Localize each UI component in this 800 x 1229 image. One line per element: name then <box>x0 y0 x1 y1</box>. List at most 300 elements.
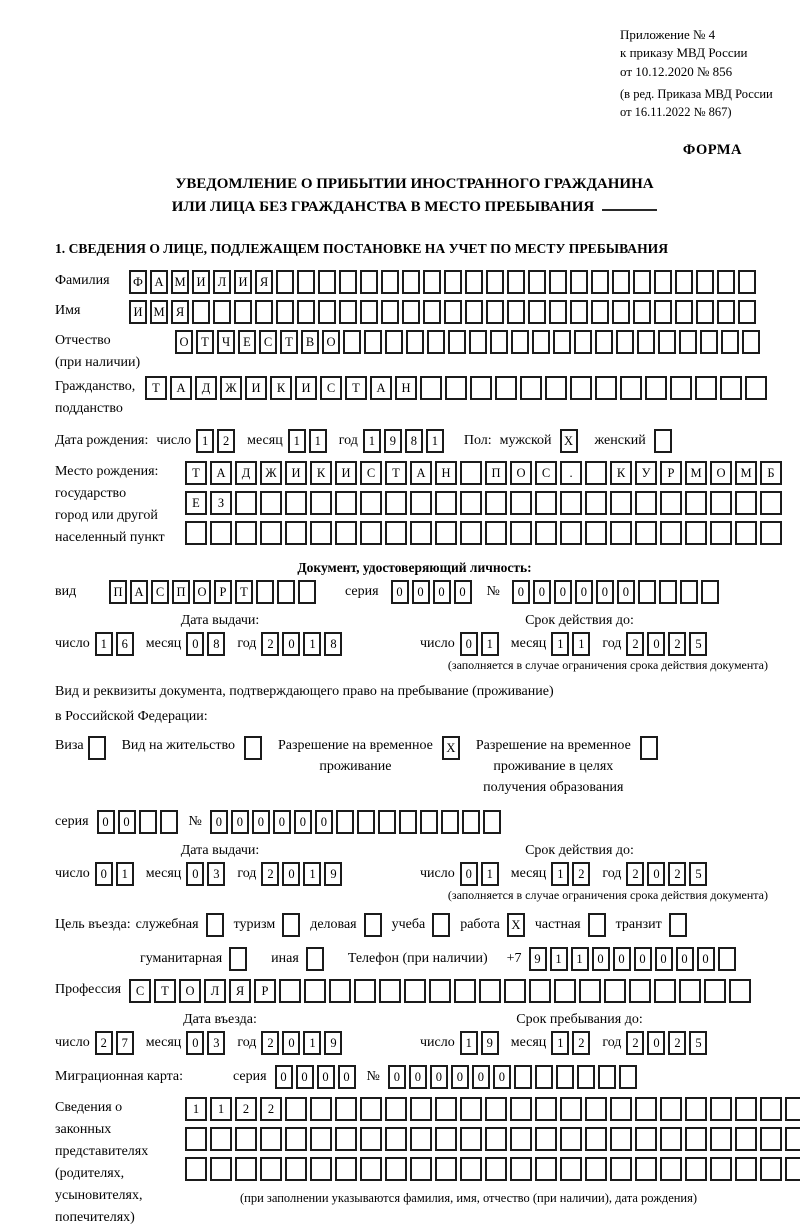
residence-number-input[interactable] <box>210 810 504 834</box>
form-cell[interactable] <box>310 1157 332 1181</box>
form-cell[interactable]: Н <box>435 461 457 485</box>
form-cell[interactable] <box>460 491 482 515</box>
form-cell[interactable]: Ч <box>217 330 235 354</box>
form-cell[interactable]: И <box>245 376 267 400</box>
form-cell[interactable] <box>554 979 576 1003</box>
form-cell[interactable]: 0 <box>655 947 673 971</box>
entry-day-input[interactable] <box>95 1031 137 1055</box>
form-cell[interactable]: 0 <box>676 947 694 971</box>
form-cell[interactable]: А <box>370 376 392 400</box>
form-cell[interactable] <box>429 979 451 1003</box>
form-cell[interactable]: О <box>710 461 732 485</box>
form-cell[interactable]: М <box>171 270 189 294</box>
form-cell[interactable] <box>704 979 726 1003</box>
form-cell[interactable] <box>364 330 382 354</box>
form-cell[interactable]: 2 <box>95 1031 113 1055</box>
form-cell[interactable]: 1 <box>481 862 499 886</box>
form-cell[interactable] <box>528 300 546 324</box>
form-cell[interactable] <box>729 979 751 1003</box>
form-cell[interactable]: 8 <box>405 429 423 453</box>
stay-month-input[interactable] <box>551 1031 593 1055</box>
birth-day-input[interactable] <box>196 429 238 453</box>
form-cell[interactable]: Д <box>195 376 217 400</box>
form-cell[interactable] <box>735 1097 757 1121</box>
edu-residence-permit-checkbox[interactable] <box>640 736 661 760</box>
form-cell[interactable] <box>529 979 551 1003</box>
form-cell[interactable]: X <box>507 913 525 937</box>
form-cell[interactable]: 0 <box>409 1065 427 1089</box>
form-cell[interactable]: 0 <box>460 862 478 886</box>
representatives-line1-input[interactable] <box>185 1097 800 1121</box>
form-cell[interactable]: 0 <box>433 580 451 604</box>
form-cell[interactable] <box>485 521 507 545</box>
form-cell[interactable] <box>139 810 157 834</box>
form-cell[interactable]: 0 <box>533 580 551 604</box>
form-cell[interactable] <box>610 491 632 515</box>
sex-male-checkbox[interactable] <box>560 429 581 453</box>
form-cell[interactable] <box>406 330 424 354</box>
form-cell[interactable]: 0 <box>282 1031 300 1055</box>
form-cell[interactable]: 0 <box>252 810 270 834</box>
form-cell[interactable] <box>640 736 658 760</box>
form-cell[interactable]: 0 <box>186 1031 204 1055</box>
form-cell[interactable]: 0 <box>596 580 614 604</box>
form-cell[interactable]: 0 <box>294 810 312 834</box>
form-cell[interactable]: 1 <box>95 632 113 656</box>
form-cell[interactable] <box>460 1157 482 1181</box>
form-cell[interactable]: И <box>295 376 317 400</box>
form-cell[interactable] <box>619 1065 637 1089</box>
form-cell[interactable] <box>360 491 382 515</box>
form-cell[interactable] <box>490 330 508 354</box>
form-cell[interactable] <box>507 270 525 294</box>
form-cell[interactable]: 1 <box>116 862 134 886</box>
form-cell[interactable] <box>570 376 592 400</box>
form-cell[interactable] <box>460 1127 482 1151</box>
surname-input[interactable] <box>129 270 759 294</box>
form-cell[interactable] <box>610 1157 632 1181</box>
migration-series-input[interactable] <box>275 1065 359 1089</box>
form-cell[interactable] <box>276 270 294 294</box>
form-cell[interactable]: О <box>175 330 193 354</box>
form-cell[interactable] <box>760 491 782 515</box>
form-cell[interactable]: 0 <box>493 1065 511 1089</box>
form-cell[interactable] <box>612 300 630 324</box>
form-cell[interactable] <box>310 1127 332 1151</box>
form-cell[interactable]: А <box>170 376 192 400</box>
birth-place-line2-input[interactable] <box>185 491 785 515</box>
identity-valid-day[interactable] <box>460 632 502 656</box>
form-cell[interactable]: 2 <box>626 632 644 656</box>
form-cell[interactable]: 0 <box>460 632 478 656</box>
form-cell[interactable]: 1 <box>572 632 590 656</box>
form-cell[interactable]: 8 <box>207 632 225 656</box>
form-cell[interactable] <box>635 1157 657 1181</box>
form-cell[interactable]: 1 <box>551 862 569 886</box>
form-cell[interactable] <box>660 1097 682 1121</box>
residence-series-input[interactable] <box>97 810 181 834</box>
form-cell[interactable]: С <box>151 580 169 604</box>
form-cell[interactable]: 0 <box>430 1065 448 1089</box>
form-cell[interactable] <box>310 491 332 515</box>
form-cell[interactable] <box>760 1097 782 1121</box>
form-cell[interactable] <box>444 300 462 324</box>
form-cell[interactable]: 0 <box>97 810 115 834</box>
doc-series-input[interactable] <box>391 580 475 604</box>
residence-valid-year[interactable] <box>626 862 710 886</box>
form-cell[interactable] <box>654 429 672 453</box>
form-cell[interactable]: 0 <box>647 1031 665 1055</box>
form-cell[interactable]: 0 <box>647 632 665 656</box>
form-cell[interactable] <box>710 491 732 515</box>
form-cell[interactable]: Е <box>185 491 207 515</box>
purpose-private-checkbox[interactable] <box>588 913 609 937</box>
form-cell[interactable] <box>354 979 376 1003</box>
form-cell[interactable] <box>710 1097 732 1121</box>
identity-issue-year[interactable] <box>261 632 345 656</box>
form-cell[interactable] <box>507 300 525 324</box>
form-cell[interactable]: К <box>310 461 332 485</box>
form-cell[interactable] <box>514 1065 532 1089</box>
form-cell[interactable]: Н <box>395 376 417 400</box>
form-cell[interactable] <box>329 979 351 1003</box>
form-cell[interactable] <box>685 521 707 545</box>
patronymic-input[interactable] <box>175 330 763 354</box>
form-cell[interactable]: 6 <box>116 632 134 656</box>
form-cell[interactable] <box>742 330 760 354</box>
form-cell[interactable] <box>185 1127 207 1151</box>
form-cell[interactable]: 0 <box>315 810 333 834</box>
form-cell[interactable]: М <box>735 461 757 485</box>
form-cell[interactable] <box>399 810 417 834</box>
form-cell[interactable] <box>553 330 571 354</box>
form-cell[interactable]: Р <box>214 580 232 604</box>
form-cell[interactable] <box>654 979 676 1003</box>
form-cell[interactable]: 0 <box>391 580 409 604</box>
form-cell[interactable]: 0 <box>273 810 291 834</box>
form-cell[interactable] <box>660 1157 682 1181</box>
form-cell[interactable]: 2 <box>626 862 644 886</box>
visa-checkbox[interactable] <box>88 736 109 760</box>
form-cell[interactable]: Т <box>345 376 367 400</box>
form-cell[interactable]: П <box>109 580 127 604</box>
form-cell[interactable] <box>670 376 692 400</box>
form-cell[interactable] <box>591 300 609 324</box>
form-cell[interactable]: 1 <box>303 632 321 656</box>
form-cell[interactable]: 5 <box>689 862 707 886</box>
form-cell[interactable]: 0 <box>282 862 300 886</box>
form-cell[interactable]: К <box>270 376 292 400</box>
residence-valid-day[interactable] <box>460 862 502 886</box>
residence-issue-month[interactable] <box>186 862 228 886</box>
form-cell[interactable] <box>591 270 609 294</box>
form-cell[interactable] <box>535 1157 557 1181</box>
form-cell[interactable] <box>660 491 682 515</box>
form-cell[interactable] <box>339 300 357 324</box>
form-cell[interactable] <box>633 270 651 294</box>
form-cell[interactable]: В <box>301 330 319 354</box>
form-cell[interactable] <box>385 1157 407 1181</box>
form-cell[interactable]: А <box>150 270 168 294</box>
form-cell[interactable]: 1 <box>196 429 214 453</box>
form-cell[interactable]: 0 <box>338 1065 356 1089</box>
form-cell[interactable] <box>595 330 613 354</box>
form-cell[interactable] <box>360 521 382 545</box>
form-cell[interactable] <box>410 1157 432 1181</box>
form-cell[interactable] <box>435 521 457 545</box>
form-cell[interactable]: 0 <box>412 580 430 604</box>
form-cell[interactable]: С <box>129 979 151 1003</box>
purpose-study-checkbox[interactable] <box>432 913 453 937</box>
form-cell[interactable]: Е <box>238 330 256 354</box>
form-cell[interactable] <box>669 913 687 937</box>
form-cell[interactable]: Л <box>213 270 231 294</box>
form-cell[interactable] <box>336 810 354 834</box>
form-cell[interactable] <box>658 330 676 354</box>
form-cell[interactable] <box>364 913 382 937</box>
form-cell[interactable] <box>585 521 607 545</box>
form-cell[interactable] <box>256 580 274 604</box>
entry-year-input[interactable] <box>261 1031 345 1055</box>
form-cell[interactable] <box>423 300 441 324</box>
form-cell[interactable] <box>234 300 252 324</box>
form-cell[interactable] <box>385 1097 407 1121</box>
form-cell[interactable] <box>235 521 257 545</box>
form-cell[interactable]: 1 <box>550 947 568 971</box>
form-cell[interactable] <box>420 376 442 400</box>
identity-issue-day[interactable] <box>95 632 137 656</box>
form-cell[interactable] <box>585 1157 607 1181</box>
form-cell[interactable]: 2 <box>668 632 686 656</box>
form-cell[interactable]: 2 <box>261 1031 279 1055</box>
form-cell[interactable]: 2 <box>260 1097 282 1121</box>
form-cell[interactable] <box>483 810 501 834</box>
form-cell[interactable]: Я <box>229 979 251 1003</box>
form-cell[interactable] <box>535 521 557 545</box>
form-cell[interactable] <box>185 521 207 545</box>
form-cell[interactable] <box>696 300 714 324</box>
form-cell[interactable]: 0 <box>296 1065 314 1089</box>
form-cell[interactable] <box>700 330 718 354</box>
form-cell[interactable]: Ж <box>220 376 242 400</box>
sex-female-checkbox[interactable] <box>654 429 675 453</box>
purpose-business-checkbox[interactable] <box>364 913 385 937</box>
form-cell[interactable] <box>435 1097 457 1121</box>
form-cell[interactable] <box>612 270 630 294</box>
form-cell[interactable] <box>570 270 588 294</box>
form-cell[interactable]: О <box>510 461 532 485</box>
form-cell[interactable] <box>549 270 567 294</box>
form-cell[interactable]: 0 <box>592 947 610 971</box>
form-cell[interactable] <box>577 1065 595 1089</box>
form-cell[interactable] <box>441 810 459 834</box>
form-cell[interactable]: 2 <box>261 862 279 886</box>
birth-month-input[interactable] <box>288 429 330 453</box>
form-cell[interactable] <box>343 330 361 354</box>
form-cell[interactable]: 0 <box>697 947 715 971</box>
identity-valid-month[interactable] <box>551 632 593 656</box>
form-cell[interactable] <box>638 580 656 604</box>
form-cell[interactable] <box>717 270 735 294</box>
form-cell[interactable]: 0 <box>575 580 593 604</box>
given-name-input[interactable] <box>129 300 759 324</box>
form-cell[interactable] <box>479 979 501 1003</box>
form-cell[interactable] <box>339 270 357 294</box>
form-cell[interactable] <box>710 521 732 545</box>
form-cell[interactable] <box>511 330 529 354</box>
form-cell[interactable] <box>660 1127 682 1151</box>
form-cell[interactable] <box>710 1127 732 1151</box>
form-cell[interactable]: 9 <box>324 1031 342 1055</box>
form-cell[interactable] <box>357 810 375 834</box>
form-cell[interactable]: 0 <box>512 580 530 604</box>
form-cell[interactable]: П <box>485 461 507 485</box>
form-cell[interactable] <box>385 1127 407 1151</box>
form-cell[interactable] <box>235 491 257 515</box>
form-cell[interactable] <box>696 270 714 294</box>
form-cell[interactable] <box>510 1127 532 1151</box>
form-cell[interactable] <box>381 300 399 324</box>
form-cell[interactable] <box>410 491 432 515</box>
form-cell[interactable] <box>679 330 697 354</box>
form-cell[interactable]: 0 <box>554 580 572 604</box>
form-cell[interactable] <box>335 1097 357 1121</box>
form-cell[interactable] <box>685 491 707 515</box>
form-cell[interactable] <box>285 1097 307 1121</box>
form-cell[interactable] <box>510 521 532 545</box>
form-cell[interactable]: М <box>685 461 707 485</box>
form-cell[interactable]: М <box>150 300 168 324</box>
form-cell[interactable]: 0 <box>282 632 300 656</box>
form-cell[interactable] <box>745 376 767 400</box>
doc-number-input[interactable] <box>512 580 722 604</box>
residence-issue-year[interactable] <box>261 862 345 886</box>
form-cell[interactable]: О <box>193 580 211 604</box>
form-cell[interactable] <box>654 270 672 294</box>
temp-residence-permit-checkbox[interactable] <box>442 736 463 760</box>
purpose-official-checkbox[interactable] <box>206 913 227 937</box>
form-cell[interactable] <box>285 1127 307 1151</box>
form-cell[interactable] <box>465 270 483 294</box>
form-cell[interactable]: А <box>410 461 432 485</box>
form-cell[interactable]: Л <box>204 979 226 1003</box>
form-cell[interactable]: Т <box>385 461 407 485</box>
form-cell[interactable] <box>445 376 467 400</box>
form-cell[interactable]: Ж <box>260 461 282 485</box>
form-cell[interactable]: 8 <box>324 632 342 656</box>
form-cell[interactable] <box>404 979 426 1003</box>
form-cell[interactable] <box>735 1157 757 1181</box>
form-cell[interactable] <box>545 376 567 400</box>
form-cell[interactable] <box>510 1157 532 1181</box>
form-cell[interactable] <box>435 1157 457 1181</box>
form-cell[interactable] <box>701 580 719 604</box>
form-cell[interactable] <box>277 580 295 604</box>
form-cell[interactable] <box>244 736 262 760</box>
form-cell[interactable]: 1 <box>309 429 327 453</box>
form-cell[interactable] <box>385 491 407 515</box>
form-cell[interactable] <box>462 810 480 834</box>
representatives-line2-input[interactable] <box>185 1127 800 1151</box>
form-cell[interactable] <box>410 521 432 545</box>
form-cell[interactable] <box>210 1127 232 1151</box>
form-cell[interactable] <box>385 330 403 354</box>
form-cell[interactable]: 0 <box>634 947 652 971</box>
form-cell[interactable] <box>360 1157 382 1181</box>
form-cell[interactable]: 0 <box>617 580 635 604</box>
form-cell[interactable]: 2 <box>261 632 279 656</box>
form-cell[interactable] <box>635 1127 657 1151</box>
form-cell[interactable] <box>495 376 517 400</box>
residence-valid-month[interactable] <box>551 862 593 886</box>
form-cell[interactable] <box>760 521 782 545</box>
birth-place-line3-input[interactable] <box>185 521 785 545</box>
form-cell[interactable] <box>579 979 601 1003</box>
form-cell[interactable]: 2 <box>572 862 590 886</box>
form-cell[interactable]: 1 <box>551 632 569 656</box>
form-cell[interactable] <box>588 913 606 937</box>
form-cell[interactable] <box>297 270 315 294</box>
form-cell[interactable] <box>735 521 757 545</box>
form-cell[interactable] <box>229 947 247 971</box>
form-cell[interactable] <box>260 1127 282 1151</box>
form-cell[interactable] <box>660 521 682 545</box>
form-cell[interactable] <box>260 491 282 515</box>
form-cell[interactable] <box>360 1097 382 1121</box>
form-cell[interactable]: С <box>360 461 382 485</box>
form-cell[interactable] <box>465 300 483 324</box>
form-cell[interactable]: 2 <box>668 1031 686 1055</box>
form-cell[interactable]: 1 <box>426 429 444 453</box>
stay-year-input[interactable] <box>626 1031 710 1055</box>
form-cell[interactable] <box>629 979 651 1003</box>
form-cell[interactable]: А <box>210 461 232 485</box>
form-cell[interactable] <box>206 913 224 937</box>
form-cell[interactable]: С <box>259 330 277 354</box>
form-cell[interactable]: И <box>129 300 147 324</box>
form-cell[interactable]: 0 <box>275 1065 293 1089</box>
form-cell[interactable] <box>675 300 693 324</box>
form-cell[interactable] <box>560 1127 582 1151</box>
form-cell[interactable] <box>410 1097 432 1121</box>
form-cell[interactable] <box>298 580 316 604</box>
form-cell[interactable] <box>637 330 655 354</box>
form-cell[interactable]: 0 <box>647 862 665 886</box>
form-cell[interactable]: 0 <box>454 580 472 604</box>
residence-issue-day[interactable] <box>95 862 137 886</box>
form-cell[interactable] <box>454 979 476 1003</box>
form-cell[interactable] <box>485 1157 507 1181</box>
form-cell[interactable] <box>604 979 626 1003</box>
form-cell[interactable]: Т <box>235 580 253 604</box>
form-cell[interactable] <box>679 979 701 1003</box>
form-cell[interactable] <box>285 521 307 545</box>
form-cell[interactable] <box>570 300 588 324</box>
form-cell[interactable]: И <box>234 270 252 294</box>
form-cell[interactable] <box>785 1127 800 1151</box>
birth-place-line1-input[interactable] <box>185 461 785 485</box>
entry-month-input[interactable] <box>186 1031 228 1055</box>
form-cell[interactable]: X <box>442 736 460 760</box>
form-cell[interactable] <box>717 300 735 324</box>
purpose-transit-checkbox[interactable] <box>669 913 690 937</box>
form-cell[interactable] <box>680 580 698 604</box>
form-cell[interactable] <box>160 810 178 834</box>
purpose-work-checkbox[interactable] <box>507 913 528 937</box>
form-cell[interactable] <box>675 270 693 294</box>
form-cell[interactable]: О <box>179 979 201 1003</box>
form-cell[interactable] <box>760 1127 782 1151</box>
